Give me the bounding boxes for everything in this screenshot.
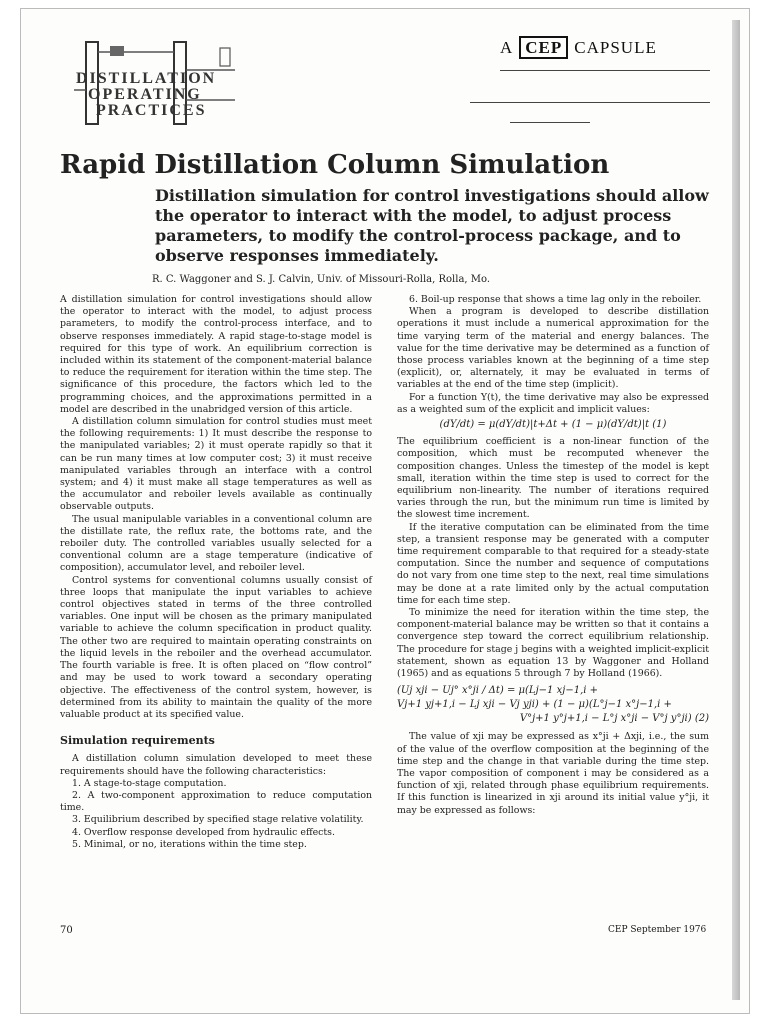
list-item: 4. Overflow response developed from hydraulic effects. [72,826,335,838]
header-rule [470,102,710,103]
page-right-edge [732,20,740,1000]
section-heading: Simulation requirements [60,734,215,748]
header-rule [510,122,590,123]
capsule-suffix: CAPSULE [574,38,657,57]
header-rule [500,70,710,71]
list-item: 3. Equilibrium described by specified stage relative volatility. [72,814,364,826]
author-byline: R. C. Waggoner and S. J. Calvin, Univ. of Missouri-Rolla, Rolla, Mo. [152,274,491,285]
logo-line-2: OPERATING [88,86,202,103]
list-item: 2. A two-component approximation to reduce computation time. [60,789,372,814]
paragraph: A distillation simulation for control investigations should allow the operator to interact with the model, to adjust process parameters, to modify the control-process interface, and to observe responses immediately. A rapid stage-to-stage model is required for this type of work. An equilibrium correction is included within its statement of the component-material balance to reduce the requirement for iteration within the time step. The significance of this procedure, the factors which led to the programming choices, and the approximations permitted in a model are described in the unabridged version of this article. [60,294,372,415]
left-column [60,294,372,851]
equation-1: (dY/dt) = μ(dY/dt)|t+Δt + (1 − μ)(dY/dt)|t (1) [439,419,667,431]
paragraph: To minimize the need for iteration within the time step, the component-material balance may be written so that it contains a convergence step toward the correct equilibrium relationship. The procedure for stage j begins with a weighted implicit-explicit statement, shown as equation 13 by Waggoner and Holland (1965) and as equations 5 through 7 by Holland (1966). [397,607,709,680]
list-item: 5. Minimal, or no, iterations within the time step. [72,838,307,850]
equation-line: V°j+1 y°j+1,i − L°j x°ji − V°j y°ji) (2) [519,713,709,725]
equation-line: Vj+1 yj+1,i − Lj xji − Vj yji) + (1 − μ)(L°j−1 x°j−1,i + [397,699,672,711]
list-item: 1. A stage-to-stage computation. [72,777,227,789]
article-deck: Distillation simulation for control investigations should allow the operator to interact with the model, to adjust process parameters, to modify the control-process package, and to observe responses immediately. [155,186,709,265]
page-number: 70 [60,925,73,936]
paragraph: A distillation column simulation developed to meet these requirements should have the following characteristics: [60,753,372,777]
list-item: 6. Boil-up response that shows a time lag only in the reboiler. [409,294,702,305]
equation-line: (Uj xji − Uj° x°ji / Δt) = μ(Lj−1 xj−1,i + [397,685,599,697]
requirements-list [60,778,372,851]
paragraph: Control systems for conventional columns usually consist of three loops that manipulate the input variables to achieve control objectives stated in terms of the three controlled variables. One input will be chosen as the primary manipulated variable to achieve the column specification in product quality. The other two are required to maintain operating constraints on the liquid levels in the reboiler and the overhead accumulator. The fourth variable is free. It is often placed on “flow control” and may be used to work toward a secondary operating objective. The effectiveness of the control system, however, is determined from its ability to maintain the quality of the more valuable product at its specified value. [60,574,372,720]
logo-line-1: DISTILLATION [76,70,217,87]
paragraph: The value of xji may be expressed as x°ji + Δxji, i.e., the sum of the value of the overflow composition at the beginning of the time step and the change in that variable during the time step. The vapor composition of component i may be considered as a function of xji, related through phase equilibrium requirements. If this function is linearized in xji around its initial value y°ji, it may be expressed as follows: [397,731,709,816]
paragraph: If the iterative computation can be eliminated from the time step, a transient response may be generated with a computer time requirement comparable to that required for a steady-state computation. Since the number and sequence of computations do not vary from one time step to the next, real time simulations may be done at a rate limited only by the actual computation time for each time step. [397,521,709,606]
journal-footer: CEP September 1976 [608,925,707,935]
capsule-prefix: A [500,38,514,57]
article-title: Rapid Distillation Column Simulation [60,150,610,180]
equation-2 [397,684,709,726]
distillation-practices-logo [70,40,250,130]
paragraph: When a program is developed to describe distillation operations it must include a numerical approximation for the time varying term of the material and energy balances. The value for the time derivative may be determined as a function of those process variables known at the beginning of a time step (explicit), or, alternately, it may be evaluated in terms of variables at the end of the time step (implicit). [397,306,709,391]
paragraph: The equilibrium coefficient is a non-linear function of the composition, which must be recomputed whenever the composition changes. Unless the timestep of the model is kept small, iteration within the time step is used to correct for the equilibrium non-linearity. The number of iterations required varies through the run, but the minimum run time is limited by the slowest time increment. [397,436,709,521]
paragraph: A distillation column simulation for control studies must meet the following requirements: 1) It must describe the response to the manipulated variables; 2) it must operate rapidly so that it can be run many times at low computer cost; 3) it must receive manipulated variables through an interface with a control system; and 4) it must make all stage temperatures as well as the accumulator and reboiler levels available as continually observable outputs. [60,416,372,513]
logo-line-3: PRACTICES [96,102,207,119]
paragraph: For a function Y(t), the time derivative may also be expressed as a weighted sum of the explicit and implicit values: [397,391,709,415]
paragraph: The usual manipulable variables in a conventional column are the distillate rate, the reflux rate, the bottoms rate, and the reboiler duty. The controlled variables usually selected for a conventional column are a stage temperature (indicative of composition), accumulator level, and reboiler level. [60,513,372,574]
cep-capsule-header [500,38,657,58]
cep-logo: CEP [519,36,568,59]
right-column [397,294,709,817]
